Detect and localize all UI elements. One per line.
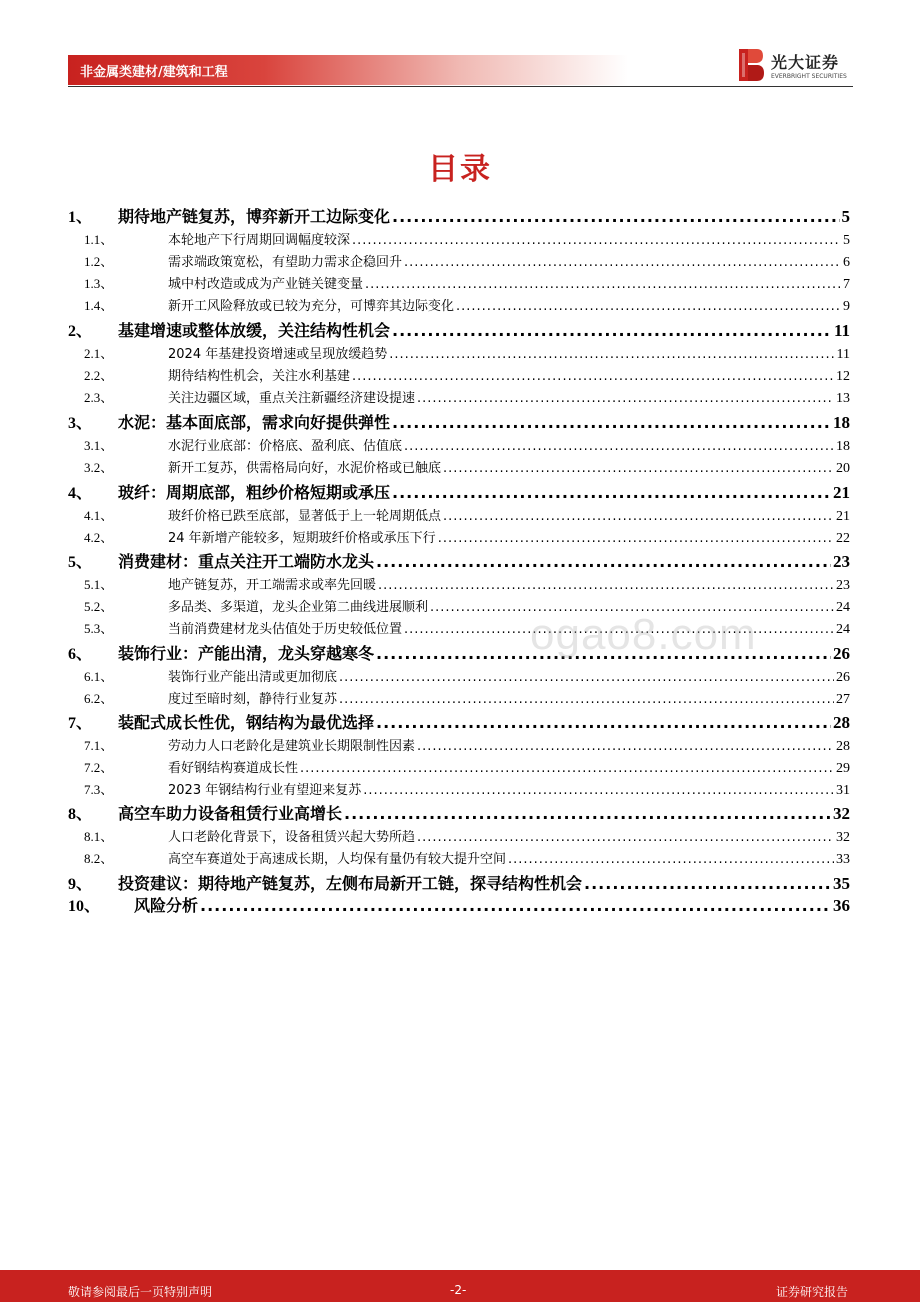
toc-page-number: 9 xyxy=(843,299,850,314)
toc-subsection[interactable] xyxy=(68,826,850,846)
toc-leader-dots xyxy=(363,783,834,798)
toc-leader-dots xyxy=(392,207,839,226)
toc-leader-dots xyxy=(200,896,831,915)
toc-leader-dots xyxy=(404,255,841,270)
toc-page-number: 23 xyxy=(836,578,850,593)
toc-section[interactable] xyxy=(68,549,850,573)
toc-subsection[interactable] xyxy=(68,251,850,271)
toc-section[interactable] xyxy=(68,801,850,825)
toc-page-number: 18 xyxy=(833,413,850,432)
toc-subsection[interactable] xyxy=(68,688,850,708)
toc-number: 8.1、 xyxy=(84,829,114,844)
toc-label: 24 年新增产能较多，短期玻纤价格或承压下行 xyxy=(168,531,436,546)
toc-leader-dots xyxy=(389,347,834,362)
toc-subsection[interactable] xyxy=(68,387,850,407)
toc-leader-dots xyxy=(378,578,834,593)
toc-number: 1.2、 xyxy=(84,254,114,269)
brand-logo xyxy=(737,48,853,86)
toc-label: 度过至暗时刻，静待行业复苏 xyxy=(168,692,338,707)
toc-number: 9、 xyxy=(68,876,93,893)
footer-report-type: 证券研究报告 xyxy=(776,1285,849,1299)
toc-subsection[interactable] xyxy=(68,779,850,799)
toc-number: 2、 xyxy=(68,323,93,340)
toc-subsection[interactable] xyxy=(68,295,850,315)
toc-leader-dots xyxy=(392,413,831,432)
toc-page-number: 28 xyxy=(833,713,850,732)
toc-number: 1、 xyxy=(68,209,93,226)
toc-number: 2.1、 xyxy=(84,346,114,361)
toc-leader-dots xyxy=(443,509,834,524)
toc-leader-dots xyxy=(352,369,834,384)
toc-leader-dots xyxy=(376,713,831,732)
toc-leader-dots xyxy=(392,483,831,502)
toc-page-number: 21 xyxy=(833,483,850,502)
toc-subsection[interactable] xyxy=(68,527,850,547)
toc-page-number: 21 xyxy=(836,509,850,524)
toc-subsection[interactable] xyxy=(68,574,850,594)
toc-leader-dots xyxy=(376,552,831,571)
toc-number: 4、 xyxy=(68,485,93,502)
toc-subsection[interactable] xyxy=(68,848,850,868)
logo-chinese-name: 光大证券 xyxy=(771,53,840,72)
toc-label: 期待结构性机会，关注水利基建 xyxy=(168,369,351,384)
toc-label: 消费建材：重点关注开工端防水龙头 xyxy=(118,552,375,571)
toc-number: 6、 xyxy=(68,646,93,663)
toc-leader-dots xyxy=(584,874,831,893)
toc-number: 1.4、 xyxy=(84,298,114,313)
toc-number: 3、 xyxy=(68,415,93,432)
toc-label: 需求端政策宽松，有望助力需求企稳回升 xyxy=(168,255,403,270)
toc-section[interactable] xyxy=(68,204,850,228)
toc-page-number: 20 xyxy=(836,461,850,476)
toc-page-number: 12 xyxy=(836,369,850,384)
toc-leader-dots xyxy=(365,277,841,292)
toc-number: 5.1、 xyxy=(84,577,114,592)
toc-leader-dots xyxy=(456,299,841,314)
toc-leader-dots xyxy=(417,830,834,845)
toc-label: 风险分析 xyxy=(134,896,199,915)
toc-label: 看好钢结构赛道成长性 xyxy=(168,761,299,776)
header-category: 非金属类建材/建筑和工程 xyxy=(80,65,228,80)
toc-section[interactable] xyxy=(68,710,850,734)
toc-number: 7.2、 xyxy=(84,760,114,775)
watermark: ogao8.com xyxy=(530,610,757,659)
toc-label: 地产链复苏，开工端需求或率先回暖 xyxy=(168,578,377,593)
toc-label: 多品类、多渠道，龙头企业第二曲线进展顺利 xyxy=(168,600,429,615)
toc-subsection[interactable] xyxy=(68,457,850,477)
toc-leader-dots xyxy=(417,739,834,754)
toc-page-number: 11 xyxy=(833,321,850,340)
toc-label: 玻纤：周期底部，粗纱价格短期或承压 xyxy=(118,483,391,502)
toc-page-number: 29 xyxy=(836,761,850,776)
toc-label: 当前消费建材龙头估值处于历史较低位置 xyxy=(168,622,403,637)
toc-page-number: 13 xyxy=(836,391,850,406)
toc-page-number: 5 xyxy=(841,207,850,226)
toc-number: 1.3、 xyxy=(84,276,114,291)
toc-label: 新开工复苏，供需格局向好，水泥价格或已触底 xyxy=(168,461,442,476)
toc-section[interactable] xyxy=(68,871,850,895)
toc-subsection[interactable] xyxy=(68,343,850,363)
toc-subsection[interactable] xyxy=(68,757,850,777)
toc-label: 装饰行业产能出清或更加彻底 xyxy=(168,670,338,685)
toc-label: 基建增速或整体放缓，关注结构性机会 xyxy=(118,321,391,340)
toc-leader-dots xyxy=(508,852,834,867)
header-divider xyxy=(68,86,853,87)
footer-bar xyxy=(0,1270,920,1302)
toc-number: 7、 xyxy=(68,715,93,732)
toc-label: 期待地产链复苏，博弈新开工边际变化 xyxy=(118,207,391,226)
toc-subsection[interactable] xyxy=(68,505,850,525)
toc-page-number: 33 xyxy=(836,852,850,867)
toc-label: 水泥行业底部：价格底、盈利底、估值底 xyxy=(168,439,403,454)
footer-disclaimer: 敬请参阅最后一页特别声明 xyxy=(68,1285,213,1299)
toc-leader-dots xyxy=(300,761,834,776)
toc-subsection[interactable] xyxy=(68,666,850,686)
toc-label: 装配式成长性优，钢结构为最优选择 xyxy=(118,713,375,732)
toc-label: 城中村改造或成为产业链关键变量 xyxy=(168,277,364,292)
toc-leader-dots xyxy=(404,439,834,454)
page-number: -2- xyxy=(450,1283,467,1297)
toc-page-number: 6 xyxy=(843,255,850,270)
toc-number: 6.1、 xyxy=(84,669,114,684)
toc-label: 水泥：基本面底部，需求向好提供弹性 xyxy=(118,413,391,432)
toc-page-number: 23 xyxy=(833,552,850,571)
toc-page-number: 18 xyxy=(836,439,850,454)
toc-label: 2023 年钢结构行业有望迎来复苏 xyxy=(168,783,362,798)
toc-leader-dots xyxy=(438,531,834,546)
toc-label: 2024 年基建投资增速或呈现放缓趋势 xyxy=(168,347,388,362)
toc-page-number: 5 xyxy=(843,233,850,248)
toc-leader-dots xyxy=(339,670,834,685)
toc-number: 5.3、 xyxy=(84,621,114,636)
everbright-logo-icon xyxy=(737,48,765,82)
toc-page-number: 11 xyxy=(836,347,850,362)
toc-subsection[interactable] xyxy=(68,735,850,755)
toc-label: 玻纤价格已跌至底部，显著低于上一轮周期低点 xyxy=(168,509,442,524)
toc-section[interactable] xyxy=(68,318,850,342)
toc-leader-dots xyxy=(392,321,832,340)
toc-leader-dots xyxy=(339,692,834,707)
toc-page-number: 24 xyxy=(836,622,850,637)
toc-leader-dots xyxy=(417,391,834,406)
toc-section[interactable] xyxy=(68,410,850,434)
toc-page-number: 35 xyxy=(833,874,850,893)
toc-page-number: 32 xyxy=(836,830,850,845)
toc-leader-dots xyxy=(352,233,841,248)
toc-number: 2.2、 xyxy=(84,368,114,383)
toc-number: 3.1、 xyxy=(84,438,114,453)
toc-label: 高空车赛道处于高速成长期，人均保有量仍有较大提升空间 xyxy=(168,852,507,867)
toc-subsection[interactable] xyxy=(68,229,850,249)
toc-number: 7.3、 xyxy=(84,782,114,797)
toc-number: 8.2、 xyxy=(84,851,114,866)
toc-number: 8、 xyxy=(68,806,93,823)
toc-number: 4.1、 xyxy=(84,508,114,523)
toc-label: 本轮地产下行周期回调幅度较深 xyxy=(168,233,351,248)
toc-number: 6.2、 xyxy=(84,691,114,706)
toc-page-number: 22 xyxy=(836,531,850,546)
toc-page-number: 7 xyxy=(843,277,850,292)
toc-title: 目录 xyxy=(428,152,492,187)
toc-label: 新开工风险释放或已较为充分，可博弈其边际变化 xyxy=(168,299,455,314)
toc-leader-dots xyxy=(443,461,834,476)
toc-number: 5.2、 xyxy=(84,599,114,614)
header-band xyxy=(68,55,628,85)
toc-leader-dots xyxy=(344,804,831,823)
toc-number: 7.1、 xyxy=(84,738,114,753)
toc-label: 装饰行业：产能出清，龙头穿越寒冬 xyxy=(118,644,375,663)
toc-section[interactable] xyxy=(68,480,850,504)
toc-page-number: 36 xyxy=(833,896,850,915)
toc-label: 高空车助力设备租赁行业高增长 xyxy=(118,804,343,823)
toc-page-number: 27 xyxy=(836,692,850,707)
toc-page-number: 26 xyxy=(836,670,850,685)
toc-label: 劳动力人口老龄化是建筑业长期限制性因素 xyxy=(168,739,416,754)
toc-number: 1.1、 xyxy=(84,232,114,247)
toc-number: 2.3、 xyxy=(84,390,114,405)
toc-number: 5、 xyxy=(68,554,93,571)
toc-subsection[interactable] xyxy=(68,435,850,455)
toc-page-number: 24 xyxy=(836,600,850,615)
toc-subsection[interactable] xyxy=(68,365,850,385)
toc-label: 人口老龄化背景下，设备租赁兴起大势所趋 xyxy=(168,830,416,845)
toc-page-number: 31 xyxy=(836,783,850,798)
toc-number: 10、 xyxy=(68,898,101,915)
toc-subsection[interactable] xyxy=(68,273,850,293)
toc-number: 4.2、 xyxy=(84,530,114,545)
logo-english-name: EVERBRIGHT SECURITIES xyxy=(771,73,847,80)
toc-section[interactable] xyxy=(68,893,850,917)
toc-label: 投资建议：期待地产链复苏，左侧布局新开工链，探寻结构性机会 xyxy=(118,874,583,893)
toc-page-number: 32 xyxy=(833,804,850,823)
toc-page-number: 28 xyxy=(836,739,850,754)
toc-page-number: 26 xyxy=(833,644,850,663)
toc-label: 关注边疆区域，重点关注新疆经济建设提速 xyxy=(168,391,416,406)
toc-number: 3.2、 xyxy=(84,460,114,475)
